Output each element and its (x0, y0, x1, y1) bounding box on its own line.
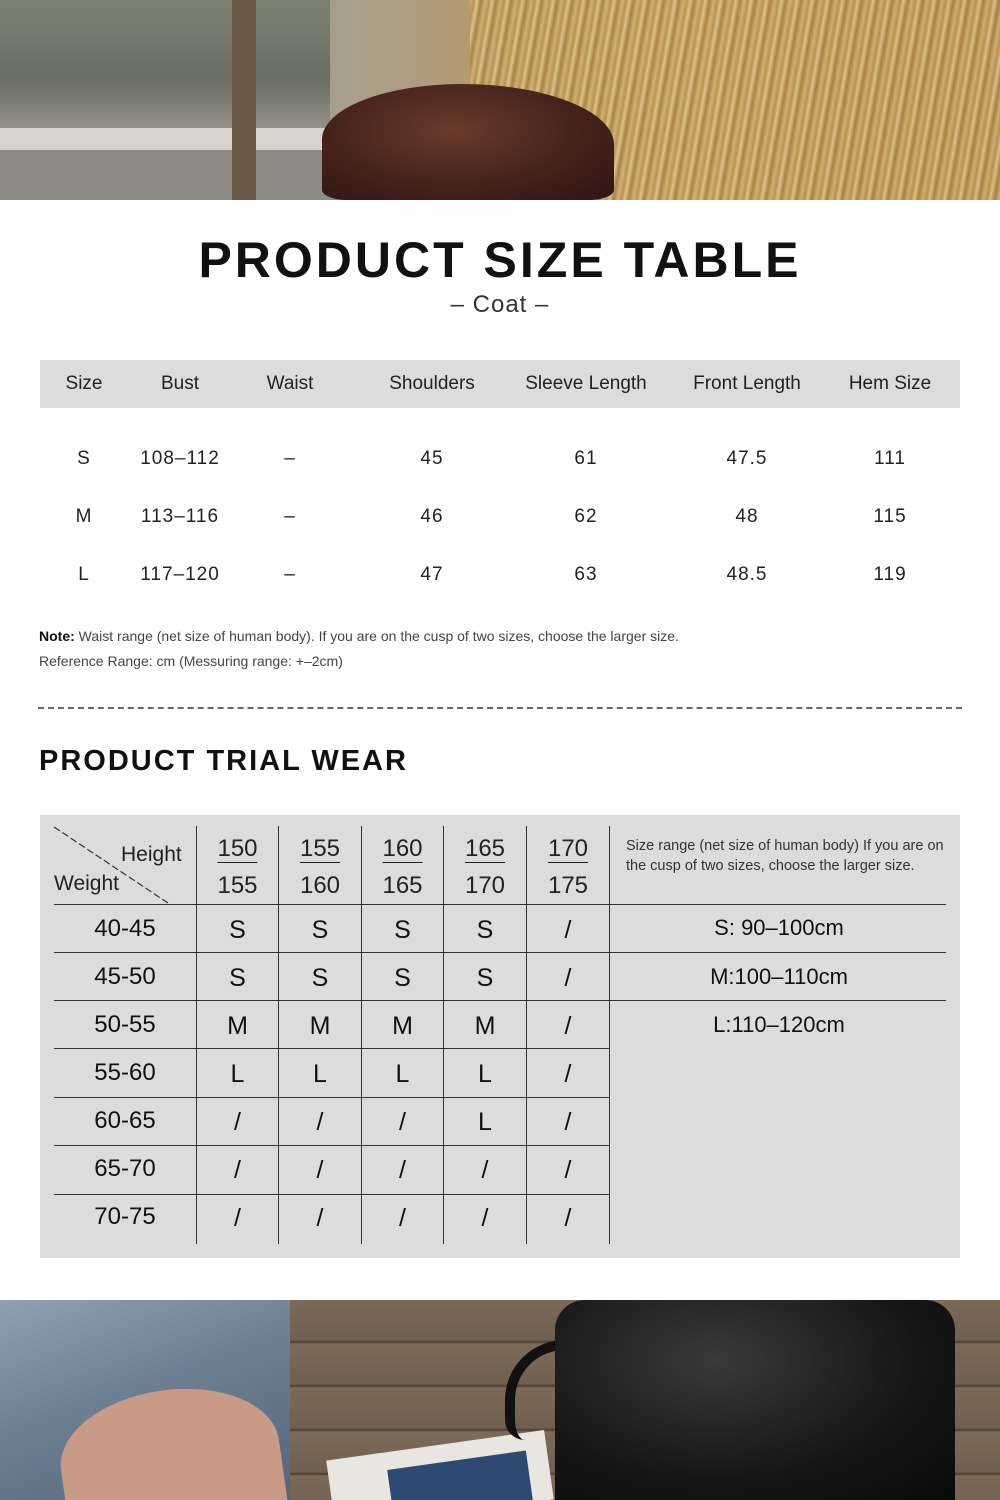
trial-size-cell: / (481, 1204, 489, 1232)
size-header-front-length: Front Length (693, 373, 801, 394)
grid-hline (54, 1145, 610, 1146)
range-s: S: 90–100cm (714, 915, 844, 940)
trial-size-cell: / (481, 1156, 489, 1184)
range-note: Size range (net size of human body) If you are on the cusp of two sizes, choose the larger size. (626, 838, 944, 874)
front-length-cell: 48 (735, 506, 759, 527)
size-cell: M (75, 506, 93, 527)
trial-size-cell: L (395, 1060, 410, 1088)
trial-size-cell: / (399, 1108, 406, 1136)
range-l: L:110–120cm (713, 1012, 845, 1037)
shoulders-cell: 45 (420, 448, 444, 469)
trial-size-cell: S (229, 916, 246, 944)
shoulders-cell: 46 (420, 506, 444, 527)
hem-size-cell: 115 (873, 506, 907, 527)
grid-hline (54, 1000, 946, 1001)
trial-size-cell: L (478, 1060, 492, 1088)
trial-size-cell: / (316, 1108, 324, 1136)
trial-size-cell: / (564, 1060, 572, 1088)
grid-vline (609, 826, 610, 1244)
trial-size-cell: / (564, 1012, 572, 1040)
trial-size-cell: S (311, 916, 329, 944)
trial-size-cell: S (229, 964, 246, 992)
trial-size-cell: / (234, 1108, 241, 1136)
trial-size-cell: / (564, 1204, 572, 1232)
trial-size-cell: S (311, 964, 329, 992)
trial-size-cell: / (234, 1156, 241, 1184)
grid-hline (54, 1097, 610, 1098)
weight-label: 45-50 (94, 963, 156, 990)
trial-size-cell: L (230, 1060, 245, 1088)
trial-size-cell: / (316, 1204, 324, 1232)
grid-hline (54, 952, 946, 953)
note-label: Note: (39, 628, 75, 644)
bust-cell: 113–116 (140, 506, 220, 527)
shoulders-cell: 47 (420, 564, 444, 585)
weight-label: 40-45 (94, 915, 156, 942)
bottom-product-photo (0, 1300, 1000, 1500)
grid-hline (54, 1194, 610, 1195)
size-cell: L (78, 564, 90, 585)
height-col-150-155: 150 155 (217, 835, 258, 899)
trial-size-cell: / (564, 964, 572, 992)
weight-label: 60-65 (94, 1107, 156, 1134)
trial-size-cell: S (476, 964, 494, 992)
photo-leather-bag (555, 1300, 955, 1500)
hem-size-cell: 111 (874, 448, 906, 469)
sleeve-length-cell: 63 (574, 564, 598, 585)
weight-label: 70-75 (94, 1203, 156, 1230)
note-text: Waist range (net size of human body). If you are on the cusp of two sizes, choose the larger size. (78, 628, 679, 644)
hem-size-cell: 119 (873, 564, 907, 585)
size-header-shoulders: Shoulders (389, 373, 475, 394)
range-m: M:100–110cm (710, 964, 848, 989)
height-col-155-160: 155 160 (299, 835, 341, 899)
waist-cell: – (284, 564, 296, 585)
trial-title: PRODUCT TRIAL WEAR (39, 745, 408, 777)
trial-size-cell: / (564, 1156, 572, 1184)
page-title: PRODUCT SIZE TABLE (198, 232, 802, 288)
size-header-hem-size: Hem Size (848, 373, 932, 394)
trial-size-cell: / (564, 1108, 572, 1136)
sleeve-length-cell: 61 (574, 448, 598, 469)
trial-size-cell: M (227, 1012, 248, 1040)
trial-size-cell: / (316, 1156, 324, 1184)
front-length-cell: 48.5 (726, 564, 768, 585)
size-cell: S (77, 448, 91, 469)
trial-size-cell: / (234, 1204, 241, 1232)
grid-hline (54, 1048, 610, 1049)
height-col-170-175: 170 175 (547, 835, 589, 899)
weight-label: 65-70 (94, 1155, 156, 1182)
size-header-waist: Waist (266, 373, 314, 394)
note-line-2: Reference Range: cm (Messuring range: +–2cm) (39, 653, 343, 669)
grid-hline (54, 904, 946, 905)
corner-height-label: Height (121, 843, 182, 866)
corner-weight-label: Weight (54, 872, 119, 895)
trial-size-cell: L (478, 1108, 492, 1136)
trial-size-cell: M (474, 1012, 496, 1040)
trial-size-cell: S (394, 916, 411, 944)
trial-size-cell: L (313, 1060, 327, 1088)
height-col-160-165: 160 165 (382, 835, 423, 899)
size-header-sleeve-length: Sleeve Length (525, 373, 647, 394)
front-length-cell: 47.5 (726, 448, 768, 469)
trial-size-cell: / (399, 1156, 406, 1184)
trial-size-cell: / (399, 1204, 406, 1232)
size-header-size: Size (65, 373, 103, 394)
weight-label: 55-60 (94, 1059, 156, 1086)
trial-size-cell: / (564, 916, 572, 944)
bust-cell: 108–112 (140, 448, 220, 469)
size-header-bust: Bust (160, 373, 200, 394)
height-col-165-170: 165 170 (464, 835, 506, 899)
page-subtitle: – Coat – (450, 291, 550, 318)
trial-size-cell: S (394, 964, 411, 992)
waist-cell: – (284, 506, 296, 527)
sleeve-length-cell: 62 (574, 506, 598, 527)
waist-cell: – (284, 448, 296, 469)
trial-size-cell: M (309, 1012, 331, 1040)
trial-size-cell: M (392, 1012, 413, 1040)
trial-size-cell: S (476, 916, 494, 944)
bust-cell: 117–120 (140, 564, 220, 585)
weight-label: 50-55 (94, 1011, 156, 1038)
